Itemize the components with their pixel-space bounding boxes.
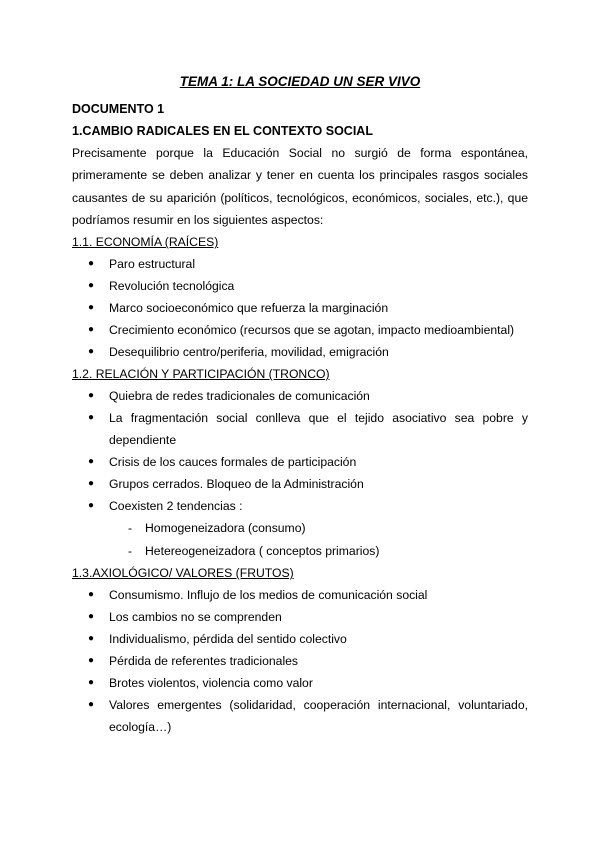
list-item: ● Crecimiento económico (recursos que se agotan, impacto medioambiental) (72, 319, 528, 341)
sublist-tendencias (72, 517, 528, 562)
bullet-icon: ● (88, 456, 95, 468)
list-item: ● Desequilibrio centro/periferia, movilidad, emigración (72, 341, 528, 363)
list-item: ● Grupos cerrados. Bloqueo de la Administración (72, 473, 528, 495)
list-relacion (72, 385, 528, 517)
list-item: ● Pérdida de referentes tradicionales (72, 650, 528, 672)
section-title-valores: 1.3.AXIOLÓGICO/ VALORES (FRUTOS) (72, 566, 294, 581)
document-title: TEMA 1: LA SOCIEDAD UN SER VIVO (179, 74, 421, 89)
bullet-icon: ● (88, 699, 95, 711)
sub-list-item: - Hetereogeneizadora ( conceptos primarios) (72, 540, 528, 563)
bullet-icon: ● (88, 677, 95, 689)
bullet-icon: ● (88, 258, 95, 270)
bullet-icon: ● (88, 589, 95, 601)
list-item: ● Valores emergentes (solidaridad, cooperación internacional, voluntariado, ecología…) (72, 694, 528, 738)
list-item: ● Revolución tecnológica (72, 275, 528, 297)
list-item: ● Crisis de los cauces formales de participación (72, 451, 528, 473)
list-item: ● Brotes violentos, violencia como valor (72, 672, 528, 694)
section-heading: 1.CAMBIO RADICALES EN EL CONTEXTO SOCIAL (72, 124, 373, 138)
list-item: ● La fragmentación social conlleva que el tejido asociativo sea pobre y dependiente (72, 407, 528, 451)
section-title-relacion: 1.2. RELACIÓN Y PARTICIPACIÓN (TRONCO) (72, 367, 330, 382)
bullet-icon: ● (88, 412, 95, 424)
bullet-icon: ● (88, 390, 95, 402)
list-economia (72, 253, 528, 363)
bullet-icon: ● (88, 633, 95, 645)
section-title-economia: 1.1. ECONOMÍA (RAÍCES) (72, 235, 219, 250)
list-item: ● Quiebra de redes tradicionales de comunicación (72, 385, 528, 407)
list-item: ● Coexisten 2 tendencias : (72, 495, 528, 517)
bullet-icon: ● (88, 500, 95, 512)
list-item: ● Los cambios no se comprenden (72, 606, 528, 628)
list-item: ● Paro estructural (72, 253, 528, 275)
list-item: ● Individualismo, pérdida del sentido colectivo (72, 628, 528, 650)
document-label: DOCUMENTO 1 (72, 102, 165, 116)
bullet-icon: ● (88, 280, 95, 292)
bullet-icon: ● (88, 655, 95, 667)
list-item: ● Marco socioeconómico que refuerza la marginación (72, 297, 528, 319)
intro-paragraph: Precisamente porque la Educación Social no surgió de forma espontánea, primeramente se deben analizar y tener en cuenta los principales rasgos sociales causantes de su aparición (políticos, tecnológicos, económicos, sociales, etc.), que podríamos resumir en los siguientes aspectos: (72, 146, 528, 227)
document-page (72, 72, 528, 738)
bullet-icon: ● (88, 324, 95, 336)
bullet-icon: ● (88, 611, 95, 623)
bullet-icon: ● (88, 478, 95, 490)
list-valores (72, 584, 528, 738)
list-item: ● Consumismo. Influjo de los medios de comunicación social (72, 584, 528, 606)
dash-icon: - (128, 543, 133, 558)
dash-icon: - (128, 521, 133, 536)
bullet-icon: ● (88, 302, 95, 314)
sub-list-item: - Homogeneizadora (consumo) (72, 517, 528, 540)
bullet-icon: ● (88, 346, 95, 358)
